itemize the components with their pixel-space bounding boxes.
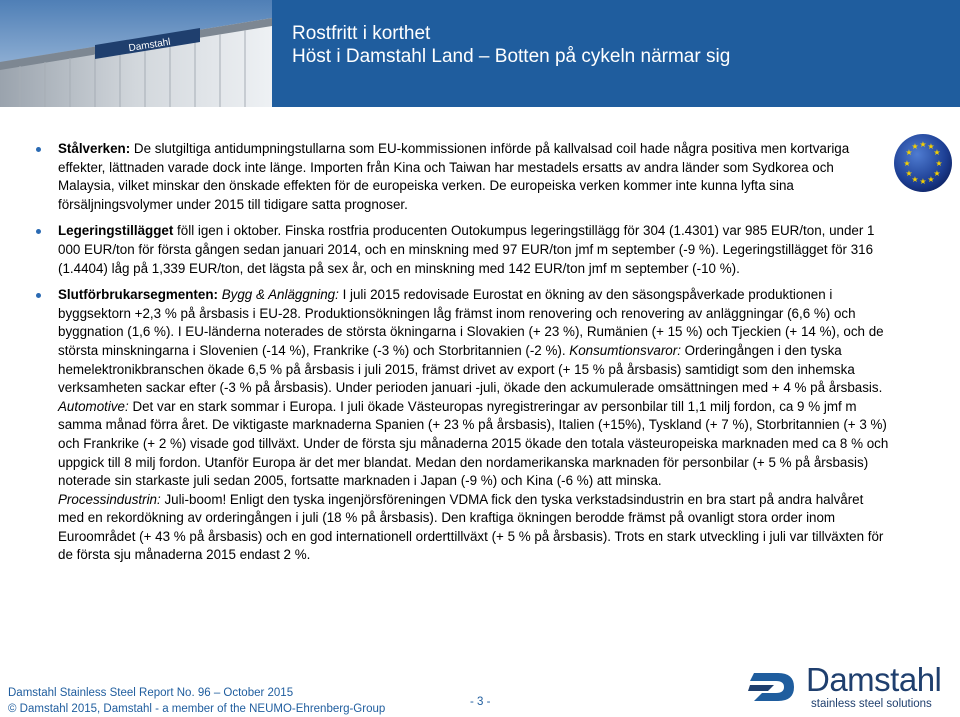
segment-process-label: Processindustrin:: [58, 491, 161, 507]
logo-wordmark: Damstahl: [806, 661, 942, 698]
segment-construction-label: Bygg & Anläggning:: [221, 287, 339, 303]
bullet-label: Legeringstillägget: [58, 223, 174, 239]
footer-copyright: © Damstahl 2015, Damstahl - a member of the NEUMO-Ehrenberg-Group: [8, 703, 386, 715]
svg-text:★: ★: [905, 148, 913, 157]
footer-report: Damstahl Stainless Steel Report No. 96 – October 2015: [8, 687, 294, 699]
report-body: [33, 140, 893, 565]
segment-automotive-text: Det var en stark sommar i Europa. I juli ökade Västeuropas nyregistreringar av personbilar till 1,1 milj fordon, ca 9 % jmf m samma månad förra året. De viktigaste marknaderna Spanien (+ 23 % på årsbasis), Italien (+15%), Tyskland (+ 7 %), Storbritannien (+ 3 %) och Frankrike (+ 2 %) visade god tillväxt. Under de första sju månaderna 2015 ökade den totala västeuropeiska marknaden med ca 8 % och uppgick till 8 milj fordon. Utanför Europa är det mer blandat. Medan den nordamerikanska marknaden för personbilar (+ 5 % på årsbasis) noterade sin starkaste juli sedan 2005, fortsatte marknaden i Japan (-9 %) och Kina (-6 %) att minska.: [58, 398, 889, 489]
svg-text:★: ★: [911, 142, 919, 151]
footer-info: [8, 685, 385, 717]
svg-text:★: ★: [919, 177, 927, 186]
eu-flag-icon: [893, 133, 953, 193]
bullet-icon: [36, 229, 41, 234]
segment-automotive-label: Automotive:: [58, 398, 129, 414]
bullet-alloy-surcharge: [33, 222, 893, 278]
building-photo: [0, 0, 272, 107]
title-line-1: Rostfritt i korthet: [292, 23, 431, 44]
segment-consumer-text: Orderingången i den tyska hemelektronikbranschen ökade 6,5 % på årsbasis i juli 2015, främst drivet av export (+ 15 % på årsbasis) samtidigt som den inhemska verksamheten sackar efter (-3 % på årsbasis). Under perioden januari -juli, ökade den ackumulerade omsättningen med + 4 % på årsbasis.: [58, 342, 883, 396]
damstahl-logo-icon: [748, 667, 800, 707]
page-number: - 3 -: [470, 696, 491, 708]
logo-tagline: stainless steel solutions: [811, 698, 932, 710]
svg-text:★: ★: [933, 148, 941, 157]
building-sign-text: Damstahl: [127, 36, 172, 55]
bullet-text: föll igen i oktober. Finska rostfria producenten Outokumpus legeringstillägg för 304 (1.4301) var 985 EUR/ton, under 1 000 EUR/ton för första gången sedan januari 2014, och en minskning med 97 EUR/ton jmf m september (-9 %). Legeringstillägget för 316 (1.4404) låg på 1,339 EUR/ton, det lägsta på sex år, och en minskning med 142 EUR/ton jmf m september (-10 %).: [58, 223, 875, 276]
damstahl-logo: [748, 663, 953, 711]
slide-header: [0, 0, 960, 107]
svg-text:★: ★: [905, 169, 913, 178]
segment-consumer-label: Konsumtionsvaror:: [569, 342, 681, 358]
bullet-icon: [36, 147, 41, 152]
segment-construction-text: I juli 2015 redovisade Eurostat en ökning av den säsongspåverkade produktionen i byggsektorn +2,3 % på årsbasis i EU-28. Produktionsökningen låg främst inom renovering och renovering av anläggningar (6,6 %) och byggnation (1,6 %). I EU-länderna noterades de största ökningarna i Slovakien (+ 23 %), Rumänien (+ 15 %) och Tjeckien (+ 14 %), och de största minskningarna i Slovenien (-14 %), Frankrike (-3 %) och Storbritannien (-2 %).: [58, 287, 884, 358]
svg-text:★: ★: [933, 169, 941, 178]
svg-text:★: ★: [903, 159, 911, 168]
bullet-text: De slutgiltiga antidumpningstullarna som EU-kommissionen införde på kallvalsad coil hade några positiva men kortvariga effekter, lättnaden varade dock inte länge. Importen från Kina och Taiwan har mestadels ersatts av andra länder som Sydkorea och Malaysia, vilket minskar den önskade effekten för de europeiska verken. De europeiska verken kommer inte kunna lyfta sina försäljningsvolymer under 2015 till tidigare satta prognoser.: [58, 141, 850, 212]
bullet-icon: [36, 293, 41, 298]
bullet-end-user-segments: [33, 286, 893, 565]
segment-process-text: Juli-boom! Enligt den tyska ingenjörsföreningen VDMA fick den tyska verkstadsindustrin en bra start på andra halvåret med en rekordökning av orderingången i juli (18 % på årsbasis). Den kraftiga ökningen berodde främst på ovanligt stora order inom Euroområdet (+ 43 % på årsbasis) och en god internationell orderttillväxt (+ 5 % på årsbasis). Trots en stark utveckling i juli var tillväxten för de första sju månaderna 2015 endast 2 %.: [58, 491, 884, 563]
svg-text:★: ★: [919, 140, 927, 149]
title-line-2: Höst i Damstahl Land – Botten på cykeln närmar sig: [292, 46, 731, 67]
bullet-steel-mills: [33, 140, 893, 214]
svg-text:★: ★: [927, 142, 935, 151]
page-title: [292, 22, 730, 68]
svg-text:★: ★: [935, 159, 943, 168]
bullet-label: Slutförbrukarsegmenten:: [58, 287, 218, 303]
svg-text:★: ★: [911, 175, 919, 184]
svg-text:★: ★: [927, 175, 935, 184]
bullet-label: Stålverken:: [58, 141, 131, 156]
